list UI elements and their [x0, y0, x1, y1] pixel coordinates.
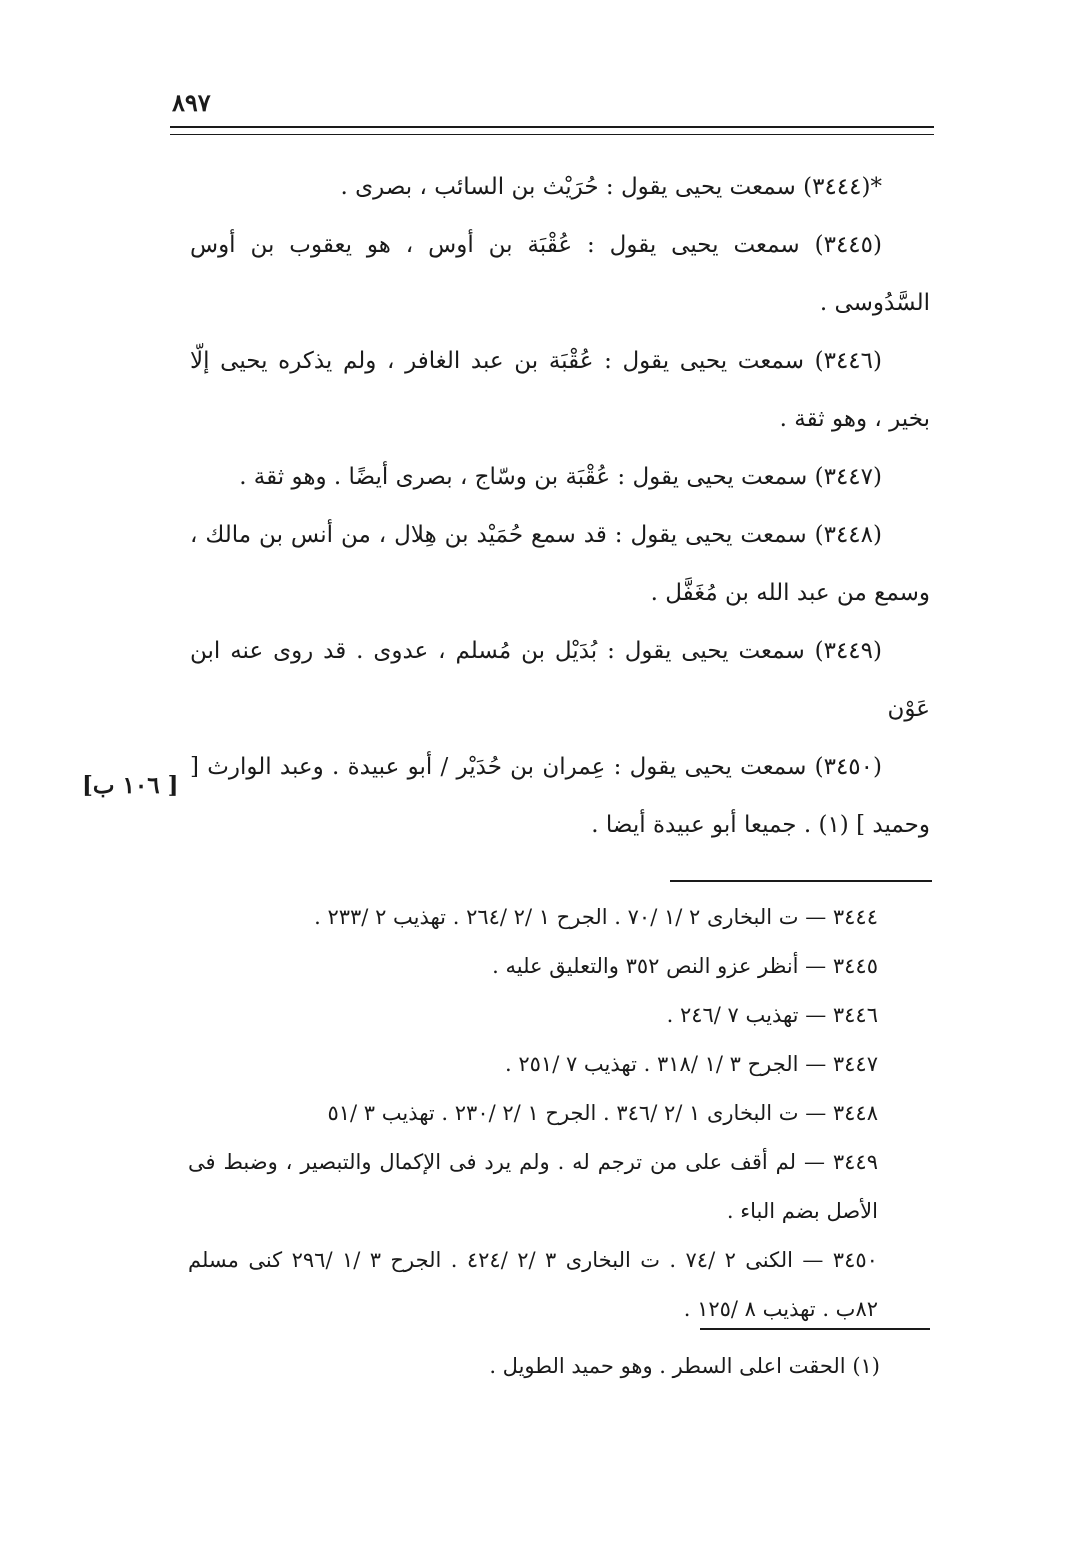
footnote-separator [700, 1328, 930, 1330]
notes-section [188, 893, 878, 1334]
entry-3446: (٣٤٤٦) سمعت يحيى يقول : عُقْبَة بن عبد الغافر ، ولم يذكره يحيى إلّا بخير ، وهو ثقة . [190, 348, 930, 432]
entry-3444: *(٣٤٤٤) سمعت يحيى يقول : حُرَيْث بن السائب ، بصرى . [340, 174, 882, 200]
notes-separator [670, 880, 932, 882]
note-3445: ٣٤٤٥ — أنظر عزو النص ٣٥٢ والتعليق عليه . [492, 954, 878, 978]
note-3449: ٣٤٤٩ — لم أقف على من ترجم له . ولم يرد فى الإكمال والتبصير ، وضبط فى الأصل بضم الباء . [188, 1150, 878, 1223]
entry-3448: (٣٤٤٨) سمعت يحيى يقول : قد سمع حُمَيْد بن هِلال ، من أنس بن مالك ، وسمع من عبد الله بن مُغَفَّل . [190, 522, 930, 606]
entry-3450: (٣٤٥٠) سمعت يحيى يقول : عِمران بن حُدَيْر / أبو عبيدة . وعبد الوارث [ وحميد ] (١) . جميعا أبو عبيدة أيضا . [190, 754, 930, 838]
note-3446: ٣٤٤٦ — تهذيب ٧ /٢٤٦ . [666, 1003, 878, 1027]
main-text [190, 158, 930, 854]
page-number: ٨٩٧ [172, 88, 211, 117]
note-3444: ٣٤٤٤ — ت البخارى ٢ /١ /٧٠ . الجرح ١ /٢ /٢٦٤ . تهذيب ٢ /٢٣٣ . [314, 905, 878, 929]
note-3447: ٣٤٤٧ — الجرح ٣ /١ /٣١٨ . تهذيب ٧ /٢٥١ . [505, 1052, 878, 1076]
entry-3445: (٣٤٤٥) سمعت يحيى يقول : عُقْبَة بن أوس ، هو يعقوب بن أوس السَّدُوسى . [190, 232, 930, 316]
entry-3449: (٣٤٤٩) سمعت يحيى يقول : بُدَيْل بن مُسلم ، عدوى . قد روى عنه ابن عَوْن [190, 638, 930, 722]
header-rule [170, 126, 934, 128]
note-3450: ٣٤٥٠ — الكنى ٢ /٧٤ . ت البخارى ٣ /٢ /٤٢٤ . الجرح ٣ /١ /٢٩٦ كنى مسلم ٨٢ب . تهذيب ٨ /١٢٥ . [188, 1248, 878, 1321]
entry-3447: (٣٤٤٧) سمعت يحيى يقول : عُقْبَة بن وسّاج ، بصرى أيضًا . وهو ثقة . [239, 464, 882, 490]
header-rule-thin [170, 134, 934, 135]
marginal-folio-note: [ ١٠٦ ب] [82, 772, 179, 799]
note-3448: ٣٤٤٨ — ت البخارى ١ /٢ /٣٤٦ . الجرح ١ /٢ /٢٣٠ . تهذيب ٣ /٥١ [327, 1101, 878, 1125]
footnote: (١) الحقت اعلى السطر . وهو حميد الطويل . [489, 1354, 880, 1378]
